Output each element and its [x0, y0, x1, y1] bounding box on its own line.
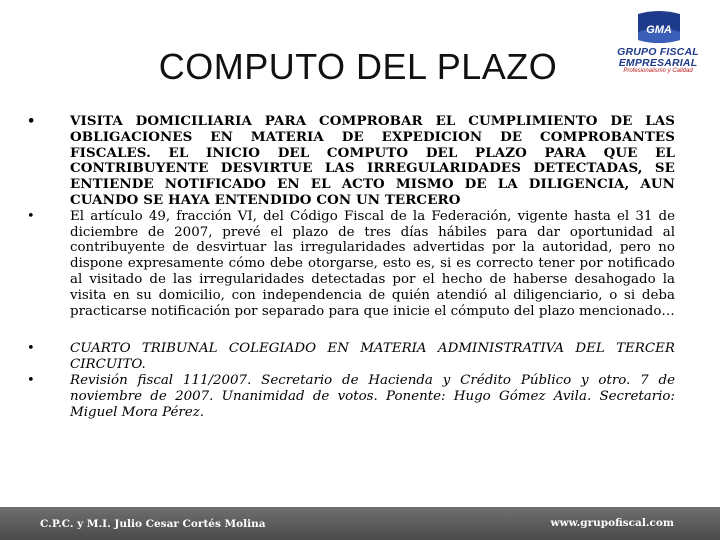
- footer-bar: [0, 507, 720, 540]
- bullet-item: [27, 373, 675, 420]
- bullet-marker: •: [27, 372, 35, 388]
- footer-website-link[interactable]: www.grupofiscal.com: [550, 517, 674, 529]
- bullet-item: [27, 341, 675, 373]
- slide-title: COMPUTO DEL PLAZO: [158, 46, 558, 87]
- bullet-list: [27, 114, 675, 420]
- bullet-text: CUARTO TRIBUNAL COLEGIADO EN MATERIA ADMINISTRATIVA DEL TERCER CIRCUITO.: [70, 341, 675, 373]
- logo-mark-text: GMA: [646, 24, 672, 36]
- bullet-text: El artículo 49, fracción VI, del Código Fiscal de la Federación, vigente hasta el 31 de diciembre de 2007, prevé el plazo de tres días hábiles para dar oportunidad al contribuyente de desvirtuar las irregularidades advertidas por la autoridad, pero no dispone expresamente cómo debe otorgarse, esto es, si es correcto tener por notificado al visitado de las irregularidades detectadas por el hecho de haberse desahogado la visita en su domicilio, con independencia de quién atendió al diligenciario, o si deba practicarse notificación por separado para que inicie el cómputo del plazo mencionado…: [70, 208, 675, 319]
- bullet-text: VISITA DOMICILIARIA PARA COMPROBAR EL CUMPLIMIENTO DE LAS OBLIGACIONES EN MATERIA DE EXPEDICION DE COMPROBANTES FISCALES. EL INICIO DEL COMPUTO DEL PLAZO PARA QUE EL CONTRIBUYENTE DESVIRTUE LAS IRREGULARIDADES DETECTADAS, SE ENTIENDE NOTIFICADO EN EL ACTO MISMO DE LA DILIGENCIA, AUN CUANDO SE HAYA ENTENDIDO CON UN TERCERO: [70, 113, 675, 208]
- bullet-marker: •: [27, 114, 36, 129]
- spacer: [27, 319, 675, 341]
- company-logo: [606, 10, 710, 78]
- bullet-item: [27, 209, 675, 320]
- logo-brand-line1: GRUPO FISCAL: [617, 46, 699, 58]
- bullet-marker: •: [27, 341, 35, 357]
- bullet-item: [27, 114, 675, 209]
- footer-author: C.P.C. y M.I. Julio Cesar Cortés Molina: [40, 518, 266, 530]
- logo-tagline: Profesionalismo y Calidad: [623, 68, 693, 74]
- bullet-text: Revisión fiscal 111/2007. Secretario de Hacienda y Crédito Público y otro. 7 de noviembre de 2007. Unanimidad de votos. Ponente: Hugo Gómez Avila. Secretario: Miguel Mora Pérez.: [70, 372, 675, 420]
- bullet-marker: •: [27, 208, 35, 224]
- logo-brand-line2: EMPRESARIAL: [618, 57, 698, 69]
